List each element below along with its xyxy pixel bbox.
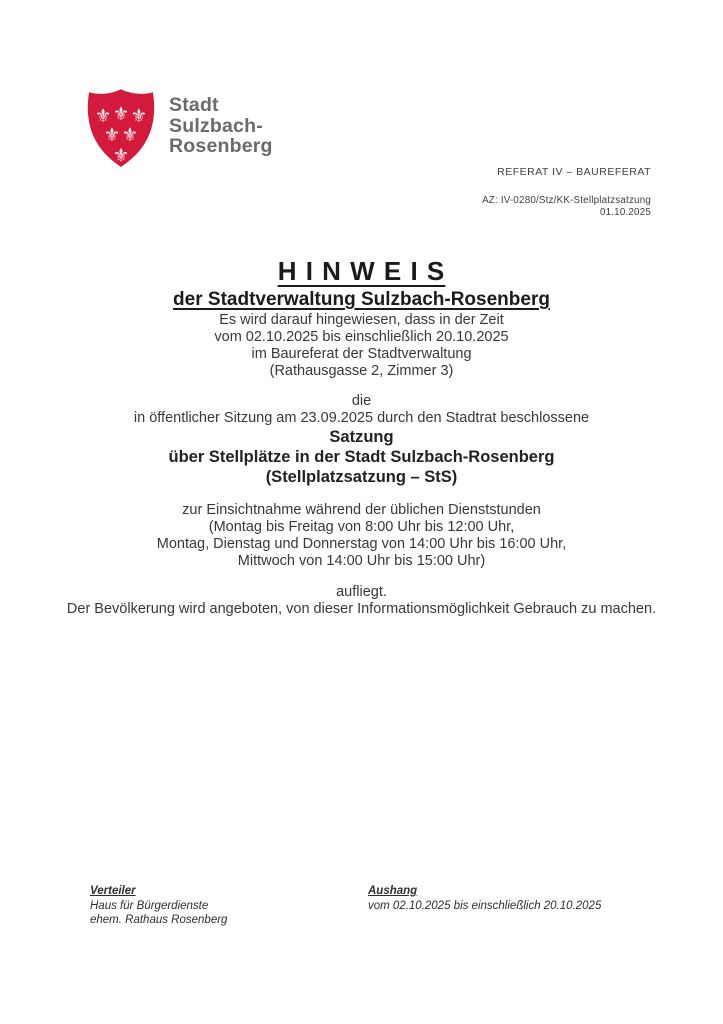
statute-line-1: Satzung [329, 428, 394, 446]
notice-body [0, 254, 723, 618]
connector-word: die [351, 393, 372, 409]
inspection-line: zur Einsichtnahme während der üblichen Dienststunden [182, 502, 541, 518]
posting-period: vom 02.10.2025 bis einschließlich 20.10.2025 [368, 899, 602, 912]
letter-date: 01.10.2025 [599, 206, 651, 218]
wordmark-line-1: Stadt [169, 94, 219, 116]
fleur-de-lis-icon: ⚜ [121, 125, 139, 147]
hours-line-2: Montag, Dienstag und Donnerstag von 14:00 Uhr bis 16:00 Uhr, [156, 536, 567, 552]
fleur-de-lis-icon: ⚜ [112, 145, 130, 167]
closing-word: aufliegt. [336, 584, 387, 600]
period-line-3: (Rathausgasse 2, Zimmer 3) [269, 363, 454, 379]
distribution-label: Verteiler [90, 885, 136, 897]
posting-block [368, 884, 601, 913]
intro-line: Es wird darauf hingewiesen, dass in der Zeit [219, 312, 504, 328]
file-reference: AZ: IV-0280/Stz/KK-Stellplatzsatzung [482, 195, 651, 206]
statute-title-block [0, 427, 723, 487]
wordmark-line-3: Rosenberg [169, 135, 273, 157]
city-wordmark [169, 86, 273, 157]
period-line-2: im Baureferat der Stadtverwaltung [251, 346, 472, 362]
invitation-line: Der Bevölkerung wird angeboten, von dieser Informationsmöglichkeit Gebrauch zu machen. [66, 601, 657, 617]
fleur-de-lis-icon: ⚜ [94, 105, 112, 127]
statute-line-2: über Stellplätze in der Stadt Sulzbach-Rosenberg [168, 448, 555, 466]
fleur-de-lis-icon: ⚜ [112, 104, 130, 126]
resolution-line: in öffentlicher Sitzung am 23.09.2025 durch den Stadtrat beschlossene [133, 410, 590, 426]
fleur-de-lis-icon: ⚜ [130, 105, 148, 127]
fleur-de-lis-icon: ⚜ [103, 125, 121, 147]
distribution-line-2: ehem. Rathaus Rosenberg [90, 914, 228, 926]
posting-label: Aushang [368, 885, 418, 897]
wordmark-line-2: Sulzbach- [169, 114, 263, 137]
letterhead-info [482, 166, 651, 218]
city-crest-icon [82, 86, 160, 170]
office-hours-block [0, 519, 723, 570]
distribution-line-1: Haus für Bürgerdienste [90, 899, 209, 912]
city-logo [82, 86, 273, 170]
statute-line-3: (Stellplatzsatzung – StS) [265, 468, 458, 486]
inspection-period-block [0, 329, 723, 380]
department-name: REFERAT IV – BAUREFERAT [497, 166, 651, 178]
distribution-block [90, 884, 227, 928]
period-line-1: vom 02.10.2025 bis einschließlich 20.10.2025 [214, 329, 509, 345]
notice-title: H I N W E I S [277, 256, 446, 286]
hours-line-3: Mittwoch von 14:00 Uhr bis 15:00 Uhr) [237, 553, 486, 569]
hours-line-1: (Montag bis Freitag von 8:00 Uhr bis 12:00 Uhr, [208, 519, 515, 535]
notice-subtitle: der Stadtverwaltung Sulzbach-Rosenberg [173, 289, 550, 310]
